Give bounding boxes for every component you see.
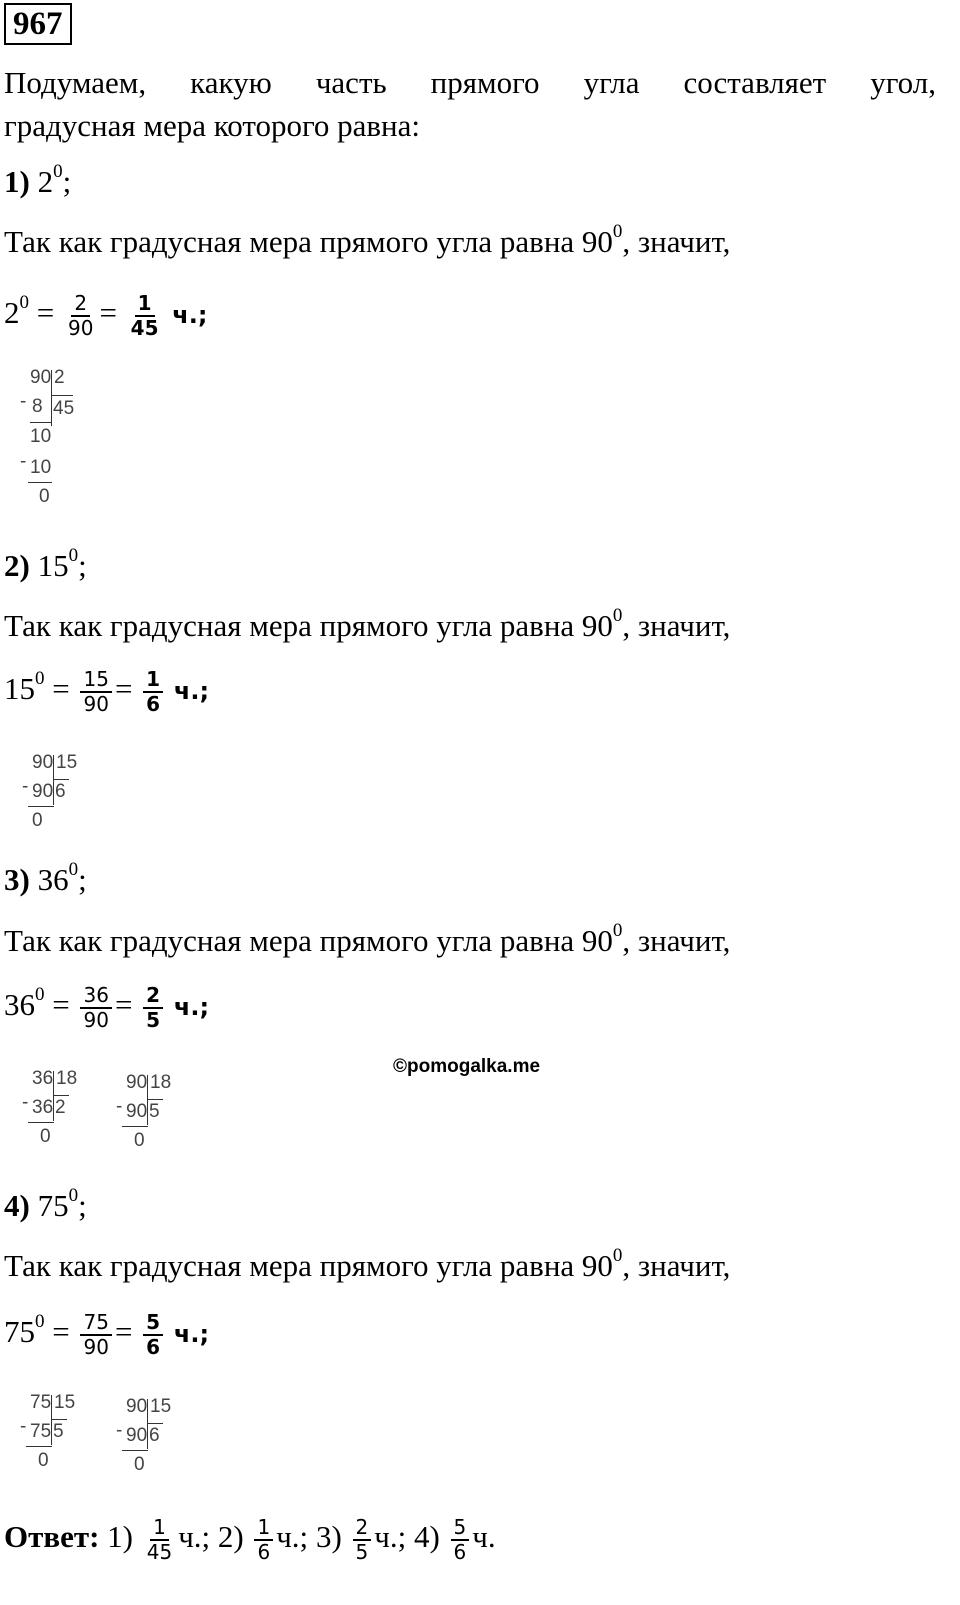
subtrahend: 10 [30,457,52,478]
answer-fraction [451,1516,470,1564]
minus-sign: - [20,1416,27,1437]
numerator: 75 [80,1311,111,1336]
answer-line [4,1516,496,1564]
quotient-bar [51,395,73,396]
eq-angle: 75 [4,1314,35,1350]
answer-item-number: 2) [217,1519,244,1555]
subtrahend: 90 [32,781,54,802]
quotient: 5 [53,1421,64,1442]
answer-label: Ответ: [4,1519,100,1555]
problem-number: 967 [4,3,72,45]
item-1-heading: 1) $2^0$; [4,160,72,199]
reason-text: Так как градусная мера прямого угла равна 90 [4,1248,613,1283]
quotient-bar [147,1423,163,1424]
quotient: 45 [53,398,75,419]
numerator: 15 [80,668,111,693]
reason-text: Так как градусная мера прямого угла равна 90 [4,608,613,643]
remainder: 0 [32,810,43,831]
underline [122,1126,148,1127]
item-label: 2) [4,548,30,583]
numerator: 1 [135,292,155,317]
quotient-bar [53,779,69,780]
item-label: 4) [4,1188,30,1223]
minus-sign: - [22,776,29,797]
divisor: 2 [54,367,65,388]
item-angle: 15 [37,548,69,583]
item-2-equation: $15^0$ = $\frac{15}{90}$ = $\frac{1}{6}$ ч.; [4,667,210,716]
answer-fraction [144,1516,175,1564]
divisor: 18 [56,1068,78,1089]
fraction [65,292,96,340]
fraction [80,1311,111,1359]
dividend: 90 [32,752,54,773]
unit-label: ч.; [173,993,210,1022]
item-4-reason [4,1246,730,1286]
degree-mark: 0 [35,1310,45,1332]
degree-mark: 0 [612,220,623,242]
item-3-heading: 3) $36^0$; [4,858,87,897]
answer-fraction [353,1516,372,1564]
item-label: 3) [4,862,30,897]
numerator: 2 [143,984,163,1009]
intro-word: какую [190,65,272,100]
numerator: 2 [353,1516,372,1541]
numerator: 2 [71,292,90,317]
division-bar [53,1071,54,1121]
numerator: 5 [451,1516,470,1541]
long-division-90-15-b [116,1396,186,1486]
item-4-heading: 4) $75^0$; [4,1184,87,1223]
degree-mark: 0 [53,160,63,182]
denominator: 6 [146,692,161,716]
reason-tail: , значит, [622,224,731,259]
divisor: 15 [56,752,78,773]
quotient: 6 [55,781,66,802]
numerator: 36 [80,984,111,1009]
numerator: 5 [143,1311,163,1336]
remainder: 0 [39,486,50,507]
denominator: 90 [83,692,109,716]
result-fraction [143,984,163,1032]
degree-mark: 0 [612,604,623,626]
intro-word: угол, [870,65,936,100]
item-angle: 36 [37,862,69,897]
degree-mark: 0 [612,919,623,941]
answer-unit: ч.; [178,1519,211,1555]
dividend: 90 [30,367,52,388]
item-3-reason [4,921,730,961]
long-division-90-18 [116,1072,186,1162]
divisor: 18 [150,1072,172,1093]
minus-sign: - [20,391,27,412]
dividend: 36 [32,1068,54,1089]
long-division-90-15 [22,752,92,842]
minus-sign: - [20,451,27,472]
item-label: 1) [4,164,30,199]
unit-label: ч.; [173,677,210,706]
long-division-75-15 [20,1392,90,1482]
answer-item-number: 1) [107,1519,133,1555]
item-angle: 2 [37,164,54,199]
result-fraction [128,292,162,340]
intro-word: Подумаем, [4,65,147,100]
reason-text: Так как градусная мера прямого угла равна 90 [4,224,613,259]
intro-line-1 [4,62,936,104]
underline [30,422,52,423]
subtrahend: 75 [30,1421,52,1442]
division-bar [147,1399,148,1449]
remainder: 0 [134,1130,145,1151]
answer-item-number: 3) [315,1519,342,1555]
underline [122,1450,148,1451]
dividend: 75 [30,1392,52,1413]
answer-unit: ч. [472,1519,496,1555]
answer-unit: ч.; [374,1519,407,1555]
division-bar [51,1395,52,1445]
degree-mark: 0 [19,291,29,313]
degree-mark: 0 [612,1244,623,1266]
item-4-equation: $75^0$ = $\frac{75}{90}$ = $\frac{5}{6}$ ч.; [4,1310,210,1359]
dividend: 90 [126,1396,148,1417]
remainder: 0 [134,1454,145,1475]
underline [28,1122,54,1123]
unit-label: ч.; [172,301,208,330]
quotient: 2 [55,1097,66,1118]
item-1-reason [4,222,730,262]
item-2-heading: 2) $15^0$; [4,544,87,583]
degree-mark: 0 [35,983,45,1005]
reason-tail: , значит, [622,608,731,643]
quotient-bar [147,1099,163,1100]
denominator: 90 [83,1008,109,1032]
minus-sign: - [22,1092,29,1113]
item-1-equation: $2^0$ = $\frac{2}{90}$ = $\frac{1}{45}$ ч.; [4,291,208,340]
quotient: 5 [149,1101,160,1122]
divisor: 15 [150,1396,172,1417]
eq-angle: 36 [4,987,35,1023]
dividend: 90 [126,1072,148,1093]
subtrahend: 36 [32,1097,54,1118]
degree-mark: 0 [68,1184,79,1206]
eq-angle: 15 [4,671,35,707]
item-2-reason [4,606,730,646]
watermark: ©pomogalka.me [393,1056,541,1077]
long-division-90-2 [20,367,90,517]
item-angle: 75 [37,1188,69,1223]
intro-word: прямого [430,65,540,100]
numerator: 1 [254,1516,273,1541]
remainder: 0 [40,1126,51,1147]
subtrahend: 90 [126,1425,148,1446]
intro-word: составляет [683,65,827,100]
degree-mark: 0 [68,858,79,880]
division-bar [147,1075,148,1125]
quotient: 6 [149,1425,160,1446]
fraction [80,668,111,716]
intro-word: угла [583,65,640,100]
denominator: 6 [453,1540,467,1564]
denominator: 6 [146,1335,161,1359]
denominator: 90 [67,316,94,340]
remainder: 10 [30,426,52,447]
subtrahend: 90 [126,1101,148,1122]
unit-label: ч.; [173,1320,210,1349]
fraction [80,984,111,1032]
reason-text: Так как градусная мера прямого угла равна 90 [4,923,613,958]
denominator: 5 [355,1540,369,1564]
reason-tail: , значит, [622,923,731,958]
division-bar [53,755,54,805]
denominator: 6 [257,1540,271,1564]
result-fraction [143,668,163,716]
quotient-bar [51,1419,67,1420]
eq-angle: 2 [4,295,20,331]
numerator: 1 [150,1516,169,1541]
denominator: 45 [130,316,159,340]
degree-mark: 0 [35,667,45,689]
long-division-36-18 [22,1068,92,1158]
denominator: 90 [83,1335,109,1359]
answer-fraction [254,1516,273,1564]
remainder: 0 [38,1450,49,1471]
intro-line-2: градусная мера которого равна: [4,108,421,143]
denominator: 45 [146,1540,173,1564]
item-3-equation: $36^0$ = $\frac{36}{90}$ = $\frac{2}{5}$ ч.; [4,983,210,1032]
denominator: 5 [146,1008,161,1032]
underline [26,1446,52,1447]
numerator: 1 [143,668,163,693]
minus-sign: - [116,1096,123,1117]
result-fraction [143,1311,163,1359]
underline [28,482,52,483]
minus-sign: - [116,1420,123,1441]
divisor: 15 [54,1392,76,1413]
answer-item-number: 4) [413,1519,440,1555]
reason-tail: , значит, [622,1248,731,1283]
answer-unit: ч.; [276,1519,309,1555]
underline [28,806,54,807]
division-bar [51,370,52,426]
subtrahend: 8 [32,396,43,417]
quotient-bar [53,1095,69,1096]
intro-word: часть [315,65,387,100]
degree-mark: 0 [68,544,79,566]
